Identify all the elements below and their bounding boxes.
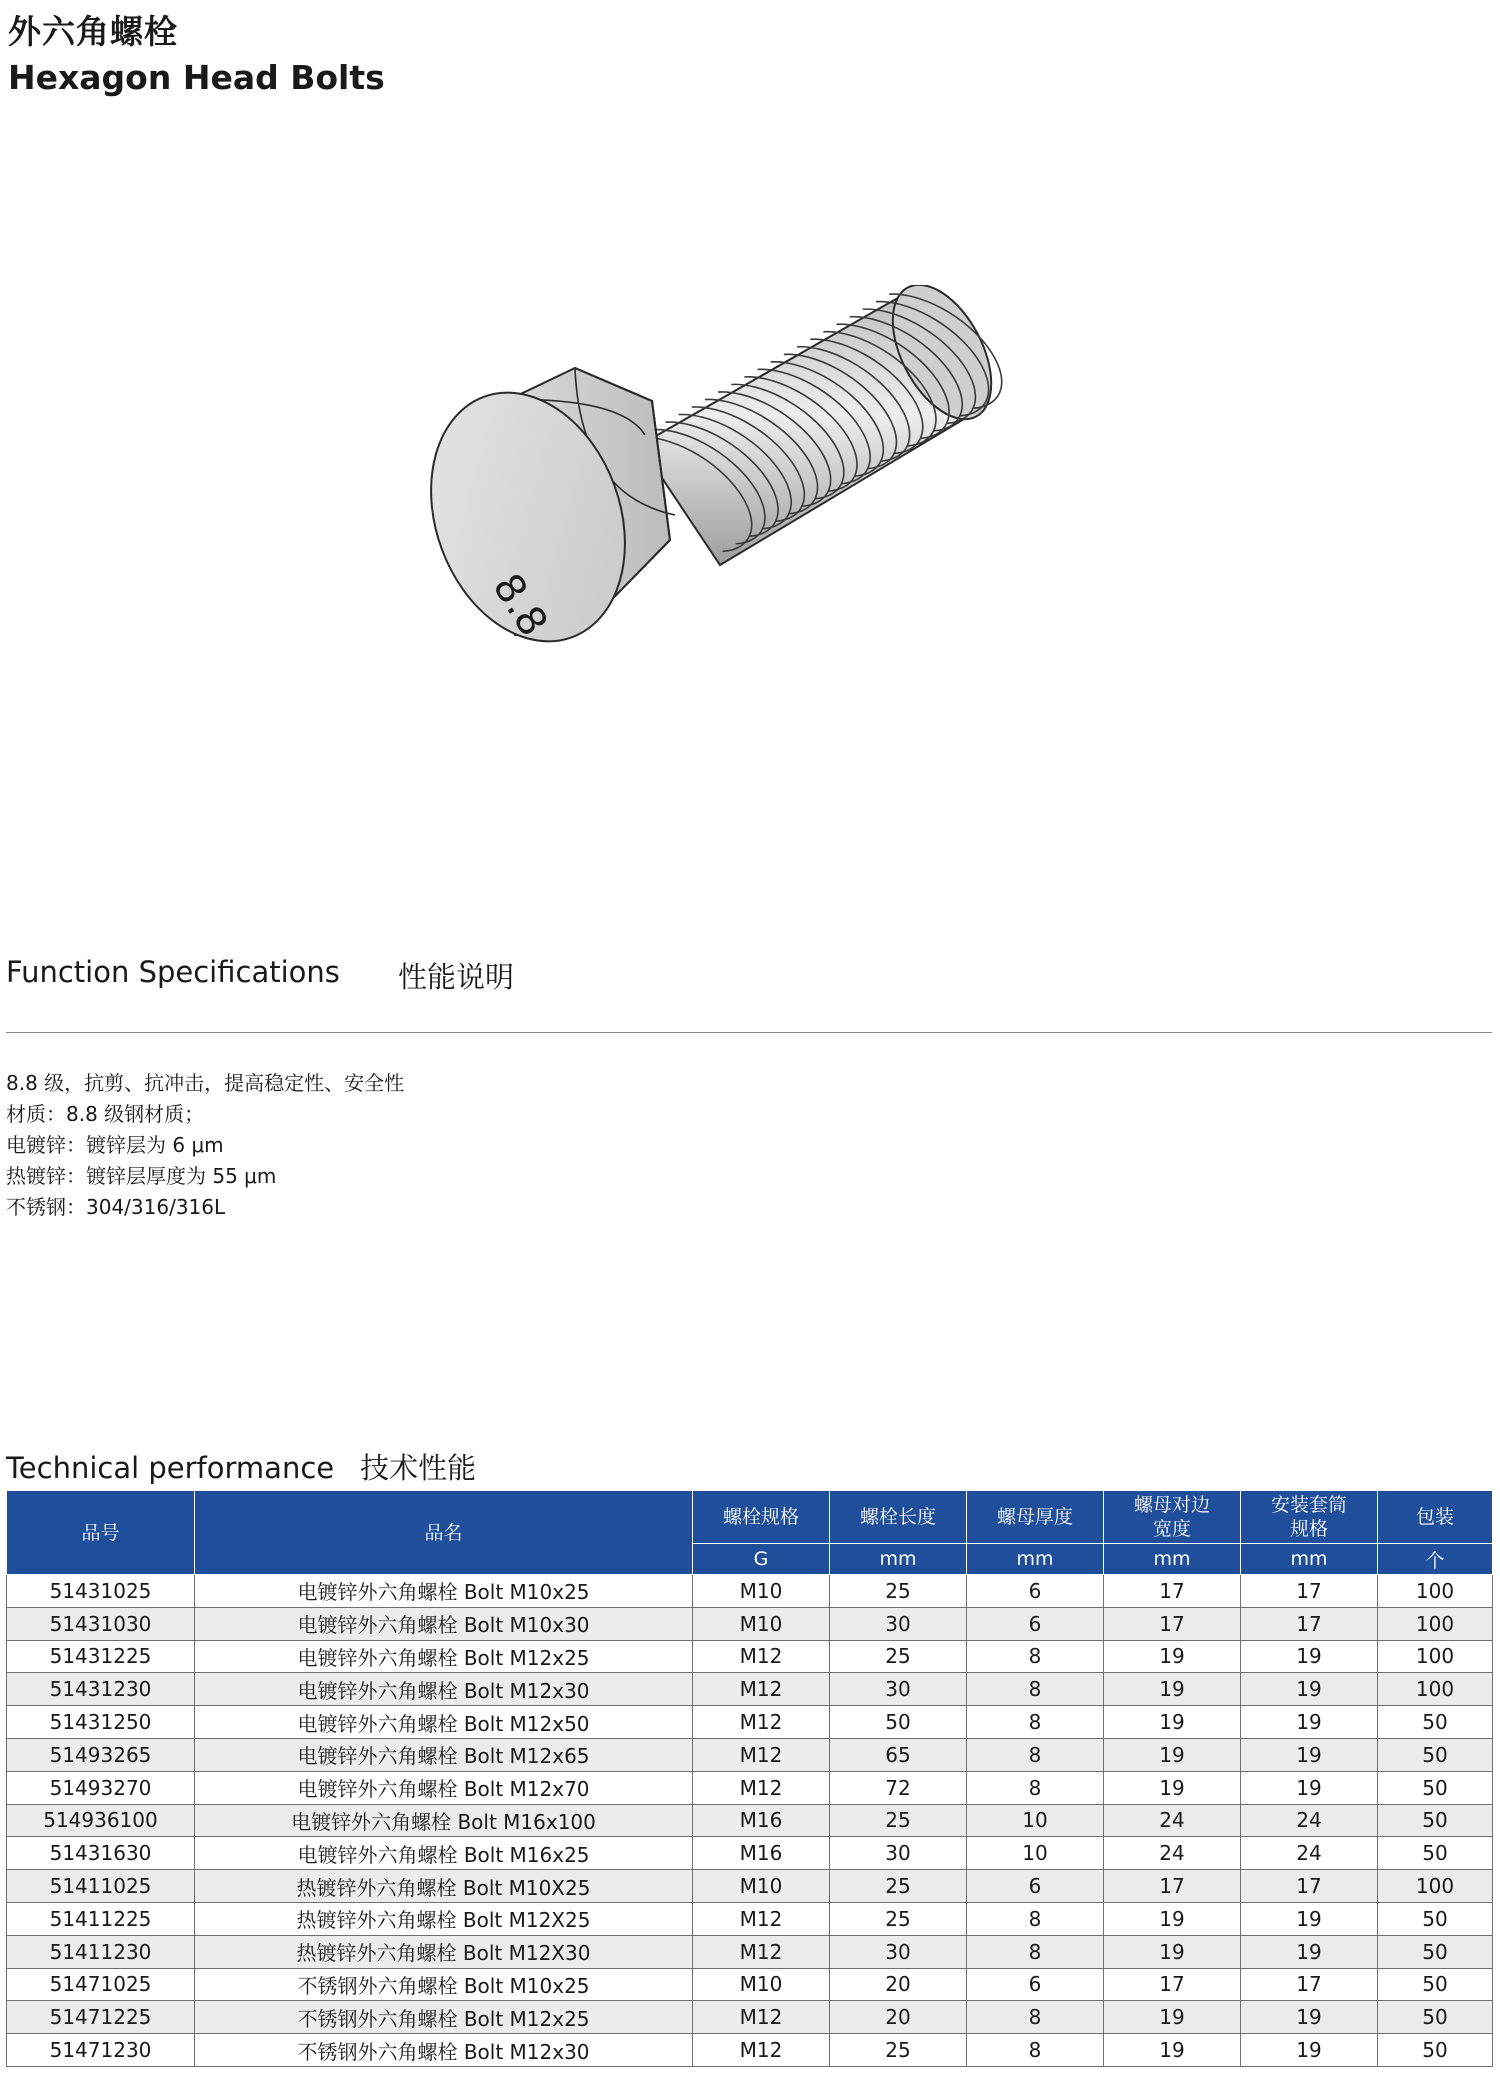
cell-nut-thickness: 10 [967,1804,1104,1837]
table-row [7,1935,1493,1968]
table-row [7,1902,1493,1935]
table-row [7,1640,1493,1673]
cell-product-name: 电镀锌外六角螺栓 Bolt M16x100 [195,1804,693,1837]
cell-socket-size: 19 [1241,1771,1378,1804]
cell-package-qty: 50 [1378,2001,1493,2034]
cell-part-no: 51411225 [7,1902,195,1935]
cell-nut-width: 19 [1104,1673,1241,1706]
cell-nut-thickness: 8 [967,1640,1104,1673]
cell-package-qty: 100 [1378,1640,1493,1673]
cell-socket-size: 19 [1241,2034,1378,2067]
cell-bolt-size: M10 [693,1870,830,1903]
cell-bolt-size: M12 [693,1902,830,1935]
cell-socket-size: 24 [1241,1804,1378,1837]
cell-product-name: 电镀锌外六角螺栓 Bolt M12x30 [195,1673,693,1706]
cell-nut-thickness: 8 [967,1935,1104,1968]
table-row [7,1771,1493,1804]
cell-package-qty: 50 [1378,1902,1493,1935]
cell-nut-width: 17 [1104,1870,1241,1903]
cell-product-name: 热镀锌外六角螺栓 Bolt M12X25 [195,1902,693,1935]
cell-product-name: 电镀锌外六角螺栓 Bolt M12x70 [195,1771,693,1804]
table-row [7,1575,1493,1608]
cell-nut-thickness: 6 [967,1870,1104,1903]
cell-nut-width: 24 [1104,1804,1241,1837]
cell-part-no: 51493265 [7,1738,195,1771]
cell-nut-thickness: 8 [967,1673,1104,1706]
cell-bolt-size: M12 [693,1771,830,1804]
col-header: 包装 [1378,1491,1493,1544]
cell-bolt-length: 25 [830,1804,967,1837]
spec-line: 热镀锌：镀锌层厚度为 55 μm [6,1164,277,1188]
cell-nut-width: 19 [1104,1771,1241,1804]
cell-package-qty: 50 [1378,1804,1493,1837]
technical-title-en: Technical performance [6,1451,335,1485]
cell-nut-width: 17 [1104,1968,1241,2001]
function-spec-list [6,1068,404,1223]
cell-bolt-length: 25 [830,2034,967,2067]
cell-part-no: 51431630 [7,1837,195,1870]
table-row [7,1837,1493,1870]
cell-nut-thickness: 10 [967,1837,1104,1870]
table-header-row [7,1491,1493,1544]
cell-nut-width: 19 [1104,1640,1241,1673]
page-title-cn: 外六角螺栓 [8,12,178,51]
cell-nut-thickness: 8 [967,1738,1104,1771]
cell-package-qty: 100 [1378,1870,1493,1903]
cell-nut-thickness: 8 [967,1902,1104,1935]
cell-bolt-length: 20 [830,2001,967,2034]
col-header-text: 安装套筒规格 [1270,1494,1347,1540]
cell-nut-width: 19 [1104,1902,1241,1935]
cell-nut-width: 17 [1104,1575,1241,1608]
cell-part-no: 51471025 [7,1968,195,2001]
function-spec-title-en: Function Specifications [6,955,340,989]
cell-part-no: 51431225 [7,1640,195,1673]
table-row [7,1738,1493,1771]
cell-bolt-size: M12 [693,2034,830,2067]
col-header: 品号 [7,1491,195,1575]
col-header: 螺栓规格 [693,1491,830,1544]
cell-package-qty: 50 [1378,1935,1493,1968]
cell-part-no: 51471225 [7,2001,195,2034]
col-header: 品名 [195,1491,693,1575]
cell-part-no: 51471230 [7,2034,195,2067]
cell-bolt-length: 20 [830,1968,967,2001]
table-row [7,2034,1493,2067]
col-header [1104,1491,1241,1544]
cell-nut-thickness: 8 [967,1706,1104,1739]
cell-product-name: 热镀锌外六角螺栓 Bolt M10X25 [195,1870,693,1903]
cell-socket-size: 17 [1241,1607,1378,1640]
cell-socket-size: 17 [1241,1968,1378,2001]
cell-bolt-size: M12 [693,2001,830,2034]
cell-socket-size: 19 [1241,2001,1378,2034]
hex-bolt-image [430,285,1040,740]
function-spec-heading [6,955,515,994]
cell-bolt-size: M12 [693,1935,830,1968]
cell-nut-width: 17 [1104,1607,1241,1640]
cell-nut-thickness: 8 [967,2034,1104,2067]
table-row [7,1607,1493,1640]
cell-part-no: 51431230 [7,1673,195,1706]
cell-package-qty: 100 [1378,1575,1493,1608]
cell-nut-width: 19 [1104,2001,1241,2034]
cell-nut-thickness: 8 [967,1771,1104,1804]
spec-table-body [7,1575,1493,2067]
col-header [1241,1491,1378,1544]
cell-nut-width: 19 [1104,1738,1241,1771]
table-row [7,1673,1493,1706]
spec-line: 材质：8.8 级钢材质； [6,1102,205,1126]
cell-part-no: 51493270 [7,1771,195,1804]
cell-bolt-length: 25 [830,1575,967,1608]
cell-package-qty: 50 [1378,1837,1493,1870]
cell-socket-size: 24 [1241,1837,1378,1870]
cell-bolt-size: M10 [693,1607,830,1640]
cell-package-qty: 50 [1378,1738,1493,1771]
technical-performance-heading [6,1446,476,1487]
cell-nut-thickness: 8 [967,2001,1104,2034]
cell-product-name: 不锈钢外六角螺栓 Bolt M12x30 [195,2034,693,2067]
cell-socket-size: 19 [1241,1935,1378,1968]
cell-package-qty: 100 [1378,1673,1493,1706]
cell-socket-size: 19 [1241,1738,1378,1771]
cell-socket-size: 19 [1241,1640,1378,1673]
spec-table [6,1490,1493,2067]
technical-title-cn: 技术性能 [360,1451,477,1485]
col-header: 螺栓长度 [830,1491,967,1544]
cell-bolt-length: 25 [830,1902,967,1935]
cell-nut-thickness: 6 [967,1968,1104,2001]
cell-product-name: 电镀锌外六角螺栓 Bolt M12x50 [195,1706,693,1739]
cell-nut-width: 19 [1104,1935,1241,1968]
cell-product-name: 热镀锌外六角螺栓 Bolt M12X30 [195,1935,693,1968]
cell-bolt-length: 30 [830,1837,967,1870]
bolt-illustration [430,285,1040,740]
col-unit: mm [967,1544,1104,1575]
cell-bolt-length: 65 [830,1738,967,1771]
col-unit: 个 [1378,1544,1493,1575]
threaded-shaft [639,285,1012,565]
cell-bolt-length: 25 [830,1870,967,1903]
cell-package-qty: 50 [1378,1771,1493,1804]
cell-socket-size: 19 [1241,1706,1378,1739]
cell-product-name: 电镀锌外六角螺栓 Bolt M12x25 [195,1640,693,1673]
table-row [7,1804,1493,1837]
hex-head [430,365,675,668]
function-spec-title-cn: 性能说明 [398,960,515,994]
cell-bolt-size: M12 [693,1738,830,1771]
cell-package-qty: 50 [1378,1706,1493,1739]
cell-bolt-size: M16 [693,1804,830,1837]
cell-product-name: 不锈钢外六角螺栓 Bolt M10x25 [195,1968,693,2001]
cell-socket-size: 19 [1241,1673,1378,1706]
cell-product-name: 电镀锌外六角螺栓 Bolt M16x25 [195,1837,693,1870]
cell-part-no: 51431250 [7,1706,195,1739]
spec-line: 不锈钢：304/316/316L [6,1195,226,1219]
cell-socket-size: 17 [1241,1575,1378,1608]
section-divider [6,1032,1492,1033]
cell-bolt-size: M12 [693,1640,830,1673]
cell-bolt-length: 72 [830,1771,967,1804]
grade-mark: 8.8 [483,565,557,645]
cell-bolt-length: 50 [830,1706,967,1739]
cell-bolt-size: M12 [693,1706,830,1739]
cell-nut-width: 19 [1104,1706,1241,1739]
cell-package-qty: 50 [1378,2034,1493,2067]
table-row [7,1870,1493,1903]
cell-bolt-size: M10 [693,1575,830,1608]
table-row [7,2001,1493,2034]
cell-part-no: 51431025 [7,1575,195,1608]
cell-bolt-length: 30 [830,1607,967,1640]
col-header: 螺母厚度 [967,1491,1104,1544]
cell-package-qty: 50 [1378,1968,1493,2001]
cell-product-name: 电镀锌外六角螺栓 Bolt M10x25 [195,1575,693,1608]
cell-package-qty: 100 [1378,1607,1493,1640]
cell-bolt-length: 30 [830,1935,967,1968]
cell-nut-thickness: 6 [967,1607,1104,1640]
table-row [7,1968,1493,2001]
col-unit: G [693,1544,830,1575]
cell-part-no: 51411025 [7,1870,195,1903]
cell-part-no: 51431030 [7,1607,195,1640]
cell-part-no: 51411230 [7,1935,195,1968]
page-title-en: Hexagon Head Bolts [8,58,385,97]
col-header-text: 螺母对边宽度 [1133,1494,1210,1540]
cell-nut-thickness: 6 [967,1575,1104,1608]
cell-bolt-size: M10 [693,1968,830,2001]
cell-part-no: 514936100 [7,1804,195,1837]
col-unit: mm [1104,1544,1241,1575]
cell-socket-size: 17 [1241,1870,1378,1903]
cell-nut-width: 24 [1104,1837,1241,1870]
cell-socket-size: 19 [1241,1902,1378,1935]
cell-bolt-length: 30 [830,1673,967,1706]
col-unit: mm [1241,1544,1378,1575]
spec-line: 8.8 级，抗剪、抗冲击，提高稳定性、安全性 [6,1071,405,1095]
cell-bolt-size: M16 [693,1837,830,1870]
cell-product-name: 不锈钢外六角螺栓 Bolt M12x25 [195,2001,693,2034]
cell-product-name: 电镀锌外六角螺栓 Bolt M10x30 [195,1607,693,1640]
col-unit: mm [830,1544,967,1575]
cell-bolt-size: M12 [693,1673,830,1706]
spec-line: 电镀锌：镀锌层为 6 μm [6,1133,224,1157]
cell-nut-width: 19 [1104,2034,1241,2067]
table-row [7,1706,1493,1739]
cell-bolt-length: 25 [830,1640,967,1673]
cell-product-name: 电镀锌外六角螺栓 Bolt M12x65 [195,1738,693,1771]
